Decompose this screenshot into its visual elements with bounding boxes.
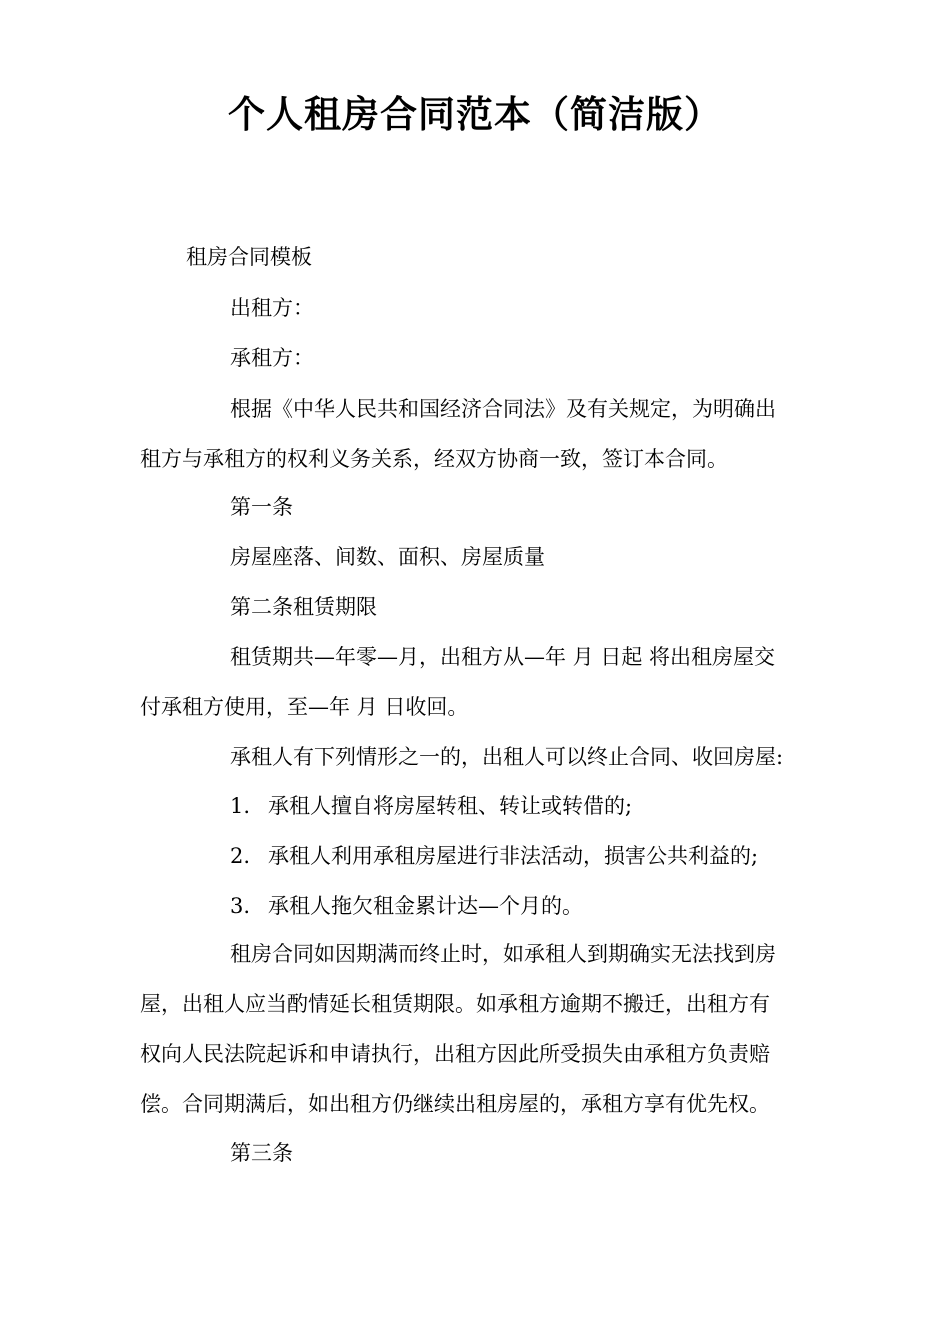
list-item-text: 承租人拖欠租金累计达—个月的。 [268, 894, 583, 918]
document-subtitle: 租房合同模板 [186, 245, 312, 269]
termination-intro: 承租人有下列情形之一的，出租人可以终止合同、收回房屋: [230, 745, 784, 769]
article-1-body: 房屋座落、间数、面积、房屋质量 [230, 545, 545, 569]
article-3-heading: 第三条 [230, 1141, 293, 1165]
list-item-text: 承租人擅自将房屋转租、转让或转借的; [268, 794, 633, 818]
lessee-label: 承租方： [230, 346, 314, 370]
preamble-line-1: 根据《中华人民共和国经济合同法》及有关规定，为明确出 [230, 397, 776, 421]
expiry-line-3: 权向人民法院起诉和申请执行，出租方因此所受损失由承租方负责赔 [140, 1042, 770, 1066]
expiry-line-4: 偿。合同期满后，如出租方仍继续出租房屋的，承租方享有优先权。 [140, 1092, 770, 1116]
list-item-number: 1. [230, 794, 251, 818]
expiry-line-2: 屋，出租人应当酌情延长租赁期限。如承租方逾期不搬迁，出租方有 [140, 992, 770, 1016]
lessor-label: 出租方： [230, 296, 314, 320]
preamble-line-2: 租方与承租方的权利义务关系，经双方协商一致，签订本合同。 [140, 447, 728, 471]
list-item-text: 承租人利用承租房屋进行非法活动，损害公共利益的; [268, 844, 759, 868]
lease-term-line-2: 付承租方使用，至—年 月 日收回。 [140, 695, 469, 719]
list-item [230, 891, 583, 921]
document-title: 个人租房合同范本（简洁版） [228, 93, 722, 136]
list-item [230, 791, 632, 821]
lease-term-line-1: 租赁期共—年零—月，出租方从—年 月 日起 将出租房屋交 [230, 645, 776, 669]
article-1-heading: 第一条 [230, 495, 293, 519]
list-item [230, 841, 758, 871]
list-item-number: 3. [230, 894, 251, 918]
article-2-heading: 第二条租赁期限 [230, 595, 377, 619]
list-item-number: 2. [230, 844, 251, 868]
expiry-line-1: 租房合同如因期满而终止时，如承租人到期确实无法找到房 [230, 942, 776, 966]
